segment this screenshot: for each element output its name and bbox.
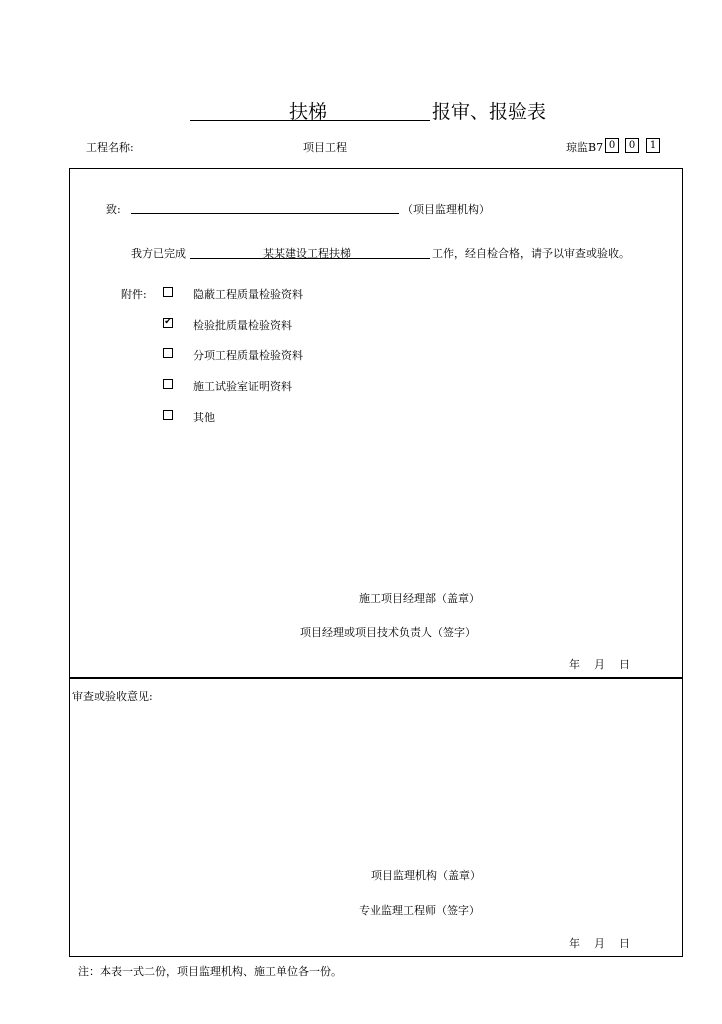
to-label: 致: — [106, 203, 121, 216]
attachment-checkbox-1[interactable] — [163, 287, 173, 297]
form-code-prefix: 琼监B7 — [566, 141, 604, 154]
footer-note: 注：本表一式二份，项目监理机构、施工单位各一份。 — [78, 965, 342, 978]
attachment-checkbox-4[interactable] — [163, 379, 173, 389]
seal-dept: 施工项目经理部（盖章） — [359, 592, 480, 605]
project-label: 工程名称: — [86, 141, 134, 154]
form-code-digit-3: 1 — [646, 138, 660, 153]
upper-signer: 项目经理或项目技术负责人（签字） — [300, 626, 476, 639]
lower-signer: 专业监理工程师（签字） — [359, 904, 480, 917]
to-org-suffix: （项目监理机构） — [402, 203, 490, 216]
subject-underline — [190, 120, 430, 121]
upper-date-year: 年 — [569, 658, 580, 671]
attachment-checkbox-5[interactable] — [163, 410, 173, 420]
attachment-label-3: 分项工程质量检验资料 — [193, 349, 303, 362]
upper-date-day: 日 — [619, 658, 630, 671]
project-name: 项目工程 — [303, 141, 347, 154]
lower-date-month: 月 — [594, 937, 605, 950]
form-code-digit-1: 0 — [605, 138, 619, 153]
attachment-label-5: 其他 — [193, 411, 215, 424]
to-org-line[interactable] — [131, 213, 399, 214]
completed-suffix: 工作，经自检合格，请予以审查或验收。 — [432, 247, 630, 260]
attachment-label-2: 检验批质量检验资料 — [193, 319, 292, 332]
upper-date-month: 月 — [594, 658, 605, 671]
attachment-label-4: 施工试验室证明资料 — [193, 380, 292, 393]
completed-prefix: 我方已完成 — [131, 247, 186, 260]
attachment-checkbox-3[interactable] — [163, 348, 173, 358]
form-subject: 扶梯 — [289, 101, 328, 123]
completed-work-line — [190, 258, 430, 259]
lower-date-day: 日 — [619, 937, 630, 950]
completed-work[interactable]: 某某建设工程扶梯 — [263, 247, 351, 260]
seal-org: 项目监理机构（盖章） — [371, 869, 481, 882]
attachment-checkbox-2[interactable] — [163, 318, 173, 328]
form-code-digit-2: 0 — [625, 138, 639, 153]
lower-date-year: 年 — [569, 937, 580, 950]
check-mark-icon: ✔ — [164, 317, 172, 327]
opinion-label: 审查或验收意见: — [72, 690, 153, 703]
form-title: 报审、报验表 — [432, 101, 547, 123]
attachments-label: 附件: — [121, 288, 147, 301]
attachment-label-1: 隐蔽工程质量检验资料 — [193, 288, 303, 301]
